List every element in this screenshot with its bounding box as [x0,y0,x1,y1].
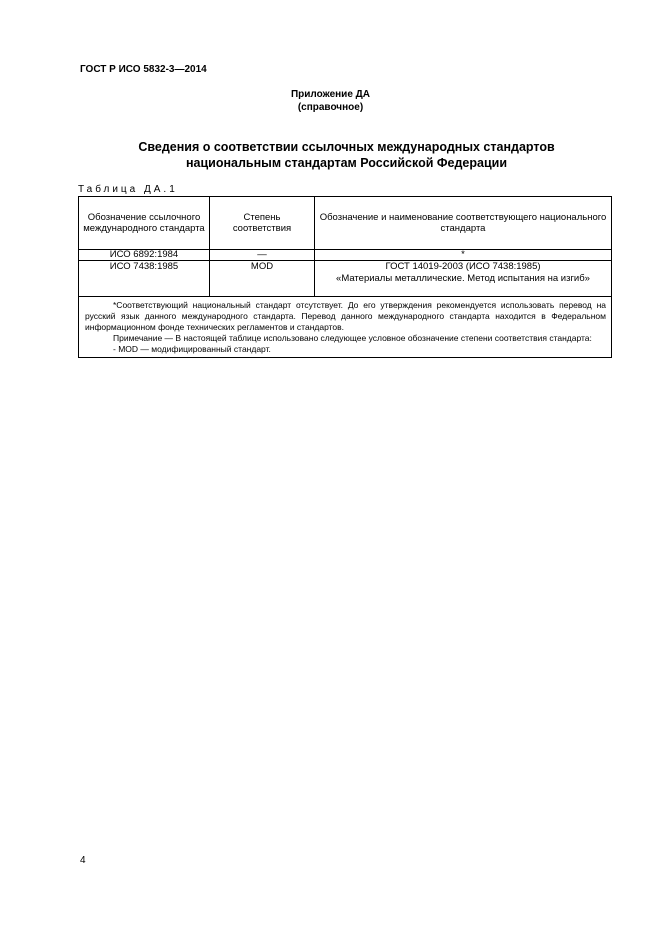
table-notes [79,297,612,358]
annex-subtitle: (справочное) [297,102,364,113]
cell-degree: MOD [210,261,315,297]
cell-national [315,261,612,297]
remark-text: Примечание — В настоящей таблице использовано следующее условное обозначение степени соответствия стандарта: [113,333,592,343]
annex-heading [0,88,661,114]
table-caption: Таблица ДА.1 [78,184,178,195]
page-title-line-2: национальным стандартам Российской Федерации [185,156,508,170]
table-notes-row [79,297,612,358]
table-row [79,250,612,261]
annex-title: Приложение ДА [290,89,371,100]
page-number: 4 [80,855,86,866]
header-degree: Степень соответствия [210,197,315,250]
cell-reference: ИСО 6892:1984 [79,250,210,261]
header-reference-standard: Обозначение ссылочного международного стандарта [79,197,210,250]
legend-text: - MOD — модифицированный стандарт. [113,344,271,354]
header-national-standard: Обозначение и наименование соответствующего национального стандарта [315,197,612,250]
table-header-row [79,197,612,250]
page-title [0,139,661,171]
national-designation: ГОСТ 14019-2003 (ИСО 7438:1985) [385,261,541,272]
cell-national: * [315,250,612,261]
national-title: «Материалы металлические. Метод испытания на изгиб» [336,272,590,284]
page-title-line-1: Сведения о соответствии ссылочных международных стандартов [138,140,555,154]
cell-degree: — [210,250,315,261]
document-code: ГОСТ Р ИСО 5832-3—2014 [80,64,207,75]
cell-reference: ИСО 7438:1985 [79,261,210,297]
table-row [79,261,612,297]
footnote-text: *Соответствующий национальный стандарт отсутствует. До его утверждения рекомендуется использовать перевод на русский язык данного международного стандарта. Перевод данного международного стандарта находится в Федеральном информационном фонде технических регламентов и стандартов. [85,300,606,332]
standards-table [78,196,612,358]
